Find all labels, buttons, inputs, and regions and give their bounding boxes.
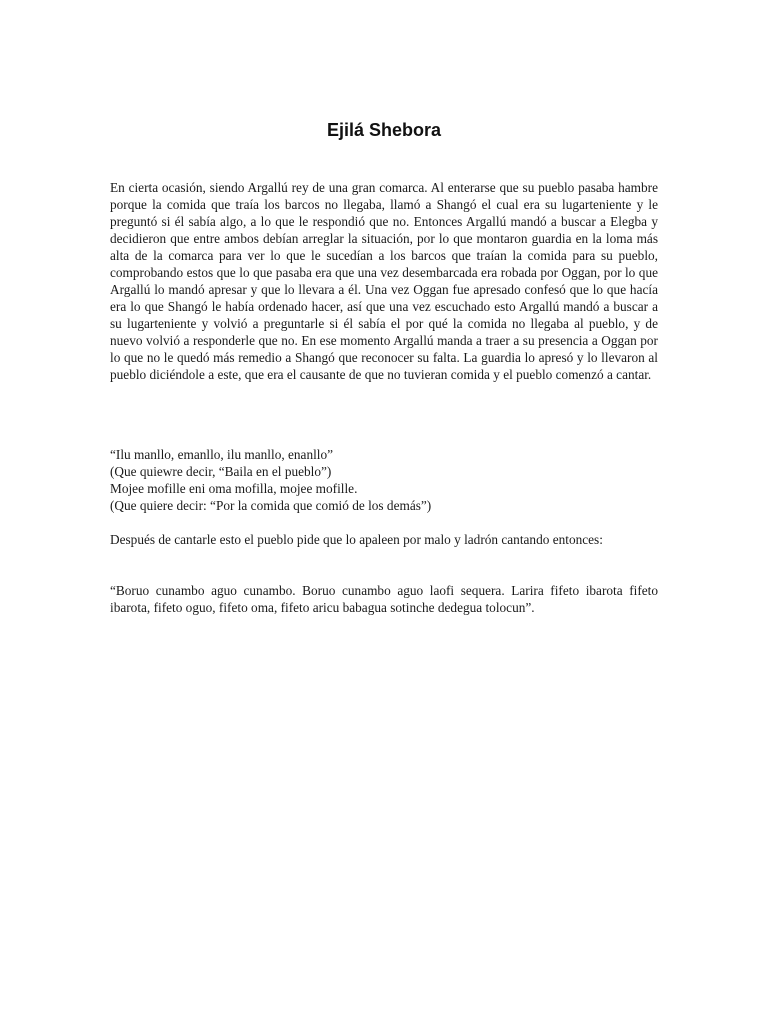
document-title: Ejilá Shebora	[326, 120, 442, 140]
song-translation-line: (Que quiere decir: “Por la comida que comió de los demás”)	[110, 498, 432, 513]
song-translation-line: (Que quiewre decir, “Baila en el pueblo”)	[110, 464, 332, 479]
song-line: “Ilu manllo, emanllo, ilu manllo, enanllo”	[110, 447, 334, 462]
chant-paragraph: “Boruo cunambo aguo cunambo. Boruo cunambo aguo laofi sequera. Larira fifeto ibarota fifeto ibarota, fifeto oguo, fifeto oma, fifeto aricu babagua sotinche dedegua tolocun”.	[110, 583, 658, 615]
story-paragraph: En cierta ocasión, siendo Argallú rey de una gran comarca. Al enterarse que su pueblo pasaba hambre porque la comida que traía los barcos no llegaba, llamó a Shangó el cual era su lugarteniente y le preguntó si él sabía algo, a lo que le respondió que no. Entonces Argallú mandó a buscar a Elegba y decidieron que entre ambos debían arreglar la situación, por lo que montaron guardia en la loma más alta de la comarca para ver lo que le sucedían a los barcos que traían la comida para su pueblo, comprobando estos que lo que pasaba era que una vez desembarcada era robada por Oggan, por lo que Argallú lo mandó apresar y que lo llevara a él. Una vez Oggan fue apresado confesó que lo que hacía era lo que Shangó le había ordenado hacer, así que una vez escuchado esto Argallú mandó a buscar a su lugarteniente y volvió a preguntarle si él sabía el por qué la comida no llegaba al pueblo, y de nuevo volvió a responderle que no. En ese momento Argallú manda a traer a su presencia a Oggan por lo que no le quedó más remedio a Shangó que reconocer su falta. La guardia lo apresó y lo llevaron al pueblo diciéndole a este, que era el causante de que no tuvieran comida y el pueblo comenzó a cantar.	[110, 180, 658, 382]
song-verse-block	[110, 446, 658, 514]
song-line: Mojee mofille eni oma mofilla, mojee mofille.	[110, 481, 358, 496]
story-paragraph: Después de cantarle esto el pueblo pide que lo apaleen por malo y ladrón cantando entonces:	[110, 532, 603, 547]
